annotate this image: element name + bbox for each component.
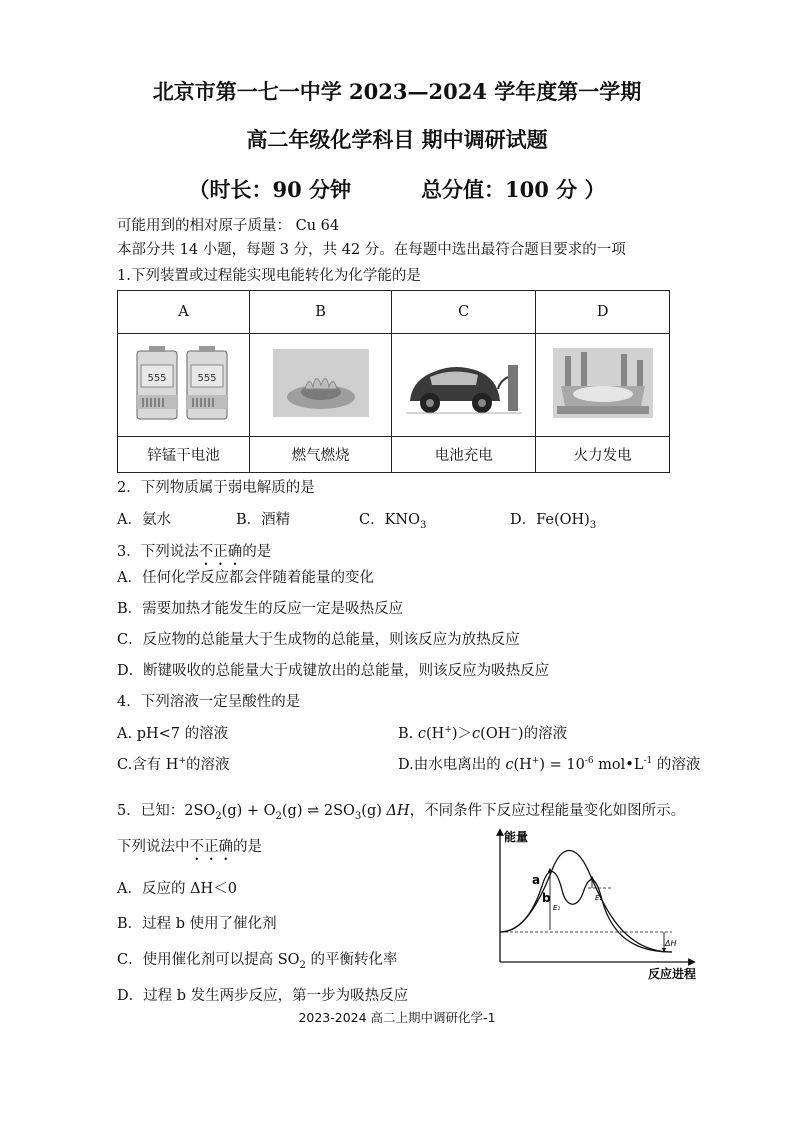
battery-label-right: 555	[196, 373, 217, 384]
q5-option-c: C．使用催化剂可以提高 $SO_2$ 的平衡转化率	[117, 952, 398, 971]
q5-option-d: D．过程 b 发生两步反应，第一步为吸热反应	[117, 988, 409, 1004]
q5-option-b: B．过程 b 使用了催化剂	[117, 916, 277, 932]
q1-label-c: 电池充电	[392, 437, 536, 473]
page-footer: 2023-2024 高二上期中调研化学-1	[298, 1010, 496, 1025]
exam-total-score: 总分值：100 分 ）	[421, 177, 606, 202]
q4-option-c: C.含有 H+的溶液	[117, 756, 230, 773]
thermal-power-plant-image	[551, 346, 655, 420]
q1-header-d: D	[536, 291, 670, 334]
e2-label: E₂	[595, 894, 603, 902]
gas-burner-image	[271, 347, 371, 419]
progress-axis-label: 反应进程	[648, 967, 697, 981]
exam-duration: （时长：90 分钟	[188, 177, 352, 202]
q3-stem: 3．下列说法不正确的是	[117, 544, 272, 560]
q1-image-d	[536, 334, 670, 437]
q2-stem: 2．下列物质属于弱电解质的是	[117, 480, 315, 496]
curve-b-label: b	[542, 891, 551, 905]
atomic-mass-note: 可能用到的相对原子质量： Cu 64	[117, 218, 340, 234]
q2-option-a: A．氨水	[117, 512, 171, 528]
paper-time-score	[0, 174, 794, 204]
q1-label-d: 火力发电	[536, 437, 670, 473]
q5-substem: 下列说法中不正确的是	[117, 839, 262, 855]
q2-option-b: B．酒精	[236, 512, 291, 528]
q3-option-d: D．断键吸收的总能量大于成键放出的总能量，则该反应为吸热反应	[117, 663, 550, 679]
q5-option-a: A．反应的 ΔH＜0	[117, 881, 237, 897]
q3-option-c: C．反应物的总能量大于生成物的总能量，则该反应为放热反应	[117, 632, 520, 648]
car-charging-image	[402, 345, 526, 421]
q1-header-c: C	[392, 291, 536, 334]
q1-image-a	[118, 334, 250, 437]
paper-title: 北京市第一七一中学 2023—2024 学年度第一学期	[152, 79, 642, 104]
section-instructions: 本部分共 14 小题，每题 3 分，共 42 分。在每题中选出最符合题目要求的一项	[117, 242, 626, 258]
curve-a-label: a	[532, 873, 541, 887]
q1-label-b: 燃气燃烧	[250, 437, 392, 473]
e1-label: E₁	[553, 904, 561, 912]
energy-axis-label: 能量	[504, 830, 529, 844]
q4-stem: 4．下列溶液一定呈酸性的是	[117, 694, 301, 710]
curve-a	[500, 851, 672, 953]
paper-subtitle: 高二年级化学科目 期中调研试题	[246, 127, 548, 152]
energy-profile-diagram	[488, 826, 708, 984]
q3-option-b: B．需要加热才能发生的反应一定是吸热反应	[117, 601, 404, 617]
q3-option-a: A．任何化学反应都会伴随着能量的变化	[117, 570, 374, 586]
q1-header-b: B	[250, 291, 392, 334]
q2-option-d: D．$Fe(OH)_3$	[510, 512, 597, 531]
q2-option-c: C．$KNO_3$	[359, 512, 427, 531]
q1-stem: 1.下列装置或过程能实现电能转化为化学能的是	[117, 268, 421, 284]
q1-label-a: 锌锰干电池	[118, 437, 250, 473]
dh-label: ΔH	[665, 939, 677, 948]
q1-header-a: A	[118, 291, 250, 334]
curve-b	[500, 871, 672, 952]
q1-image-c	[392, 334, 536, 437]
battery-label-left: 555	[146, 373, 167, 384]
q1-options-table	[117, 290, 670, 473]
q4-option-d: D.由水电离出的 $c(H^+) = 10^{-6}$ $mol•L^{-1}$ 的溶液	[398, 756, 701, 773]
q4-option-a: A. pH<7 的溶液	[117, 726, 229, 742]
q1-image-b	[250, 334, 392, 437]
q5-stem: 5．已知：$2SO_2(g) + O_2(g)$ ⇌ $2SO_3(g)$ ΔH，不同条件下反应过程能量变化如图所示。	[117, 803, 686, 822]
q4-option-b: B. c(H+)＞c(OH−)的溶液	[398, 725, 568, 742]
zinc-manganese-battery-image	[129, 343, 239, 423]
